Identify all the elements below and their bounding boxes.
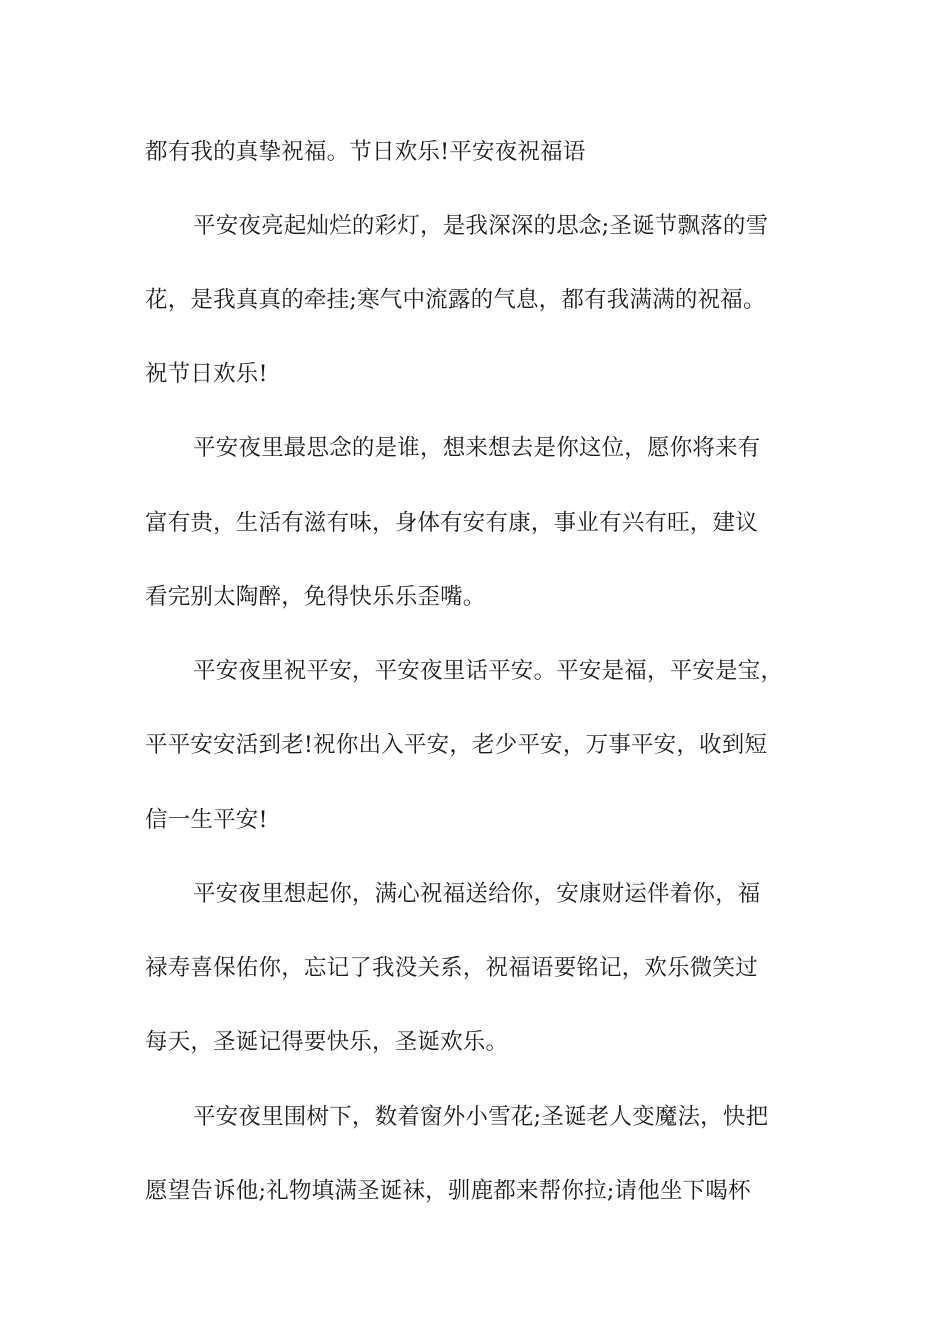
text-line: 富有贵，生活有滋有味，身体有安有康，事业有兴有旺，建议 <box>145 510 758 536</box>
paragraph-first-line: 平安夜里最思念的是谁，想来想去是你这位，愿你将来有 <box>193 435 761 461</box>
paragraph-first-line: 平安夜里围树下，数着窗外小雪花;圣诞老人变魔法，快把 <box>193 1104 769 1130</box>
text-line: 看完别太陶醉，免得快乐乐歪嘴。 <box>145 584 486 610</box>
text-line: 祝节日欢乐! <box>145 361 268 387</box>
paragraph-first-line: 平安夜亮起灿烂的彩灯，是我深深的思念;圣诞节飘落的雪 <box>193 213 769 239</box>
text-line: 花，是我真真的牵挂;寒气中流露的气息，都有我满满的祝福。 <box>145 287 766 313</box>
text-line: 都有我的真挚祝福。节日欢乐!平安夜祝福语 <box>145 139 586 165</box>
text-line: 每天，圣诞记得要快乐，圣诞欢乐。 <box>145 1029 509 1055</box>
text-line: 信一生平安! <box>145 807 268 833</box>
text-line: 平平安安活到老!祝你出入平安，老少平安，万事平安，收到短 <box>145 732 768 758</box>
paragraph-first-line: 平安夜里祝平安，平安夜里话平安。平安是福，平安是宝， <box>193 658 784 684</box>
text-line: 禄寿喜保佑你，忘记了我没关系，祝福语要铭记，欢乐微笑过 <box>145 955 758 981</box>
text-line: 愿望告诉他;礼物填满圣诞袜，驯鹿都来帮你拉;请他坐下喝杯 <box>145 1178 751 1204</box>
paragraph-first-line: 平安夜里想起你，满心祝福送给你，安康财运伴着你，福 <box>193 881 761 907</box>
